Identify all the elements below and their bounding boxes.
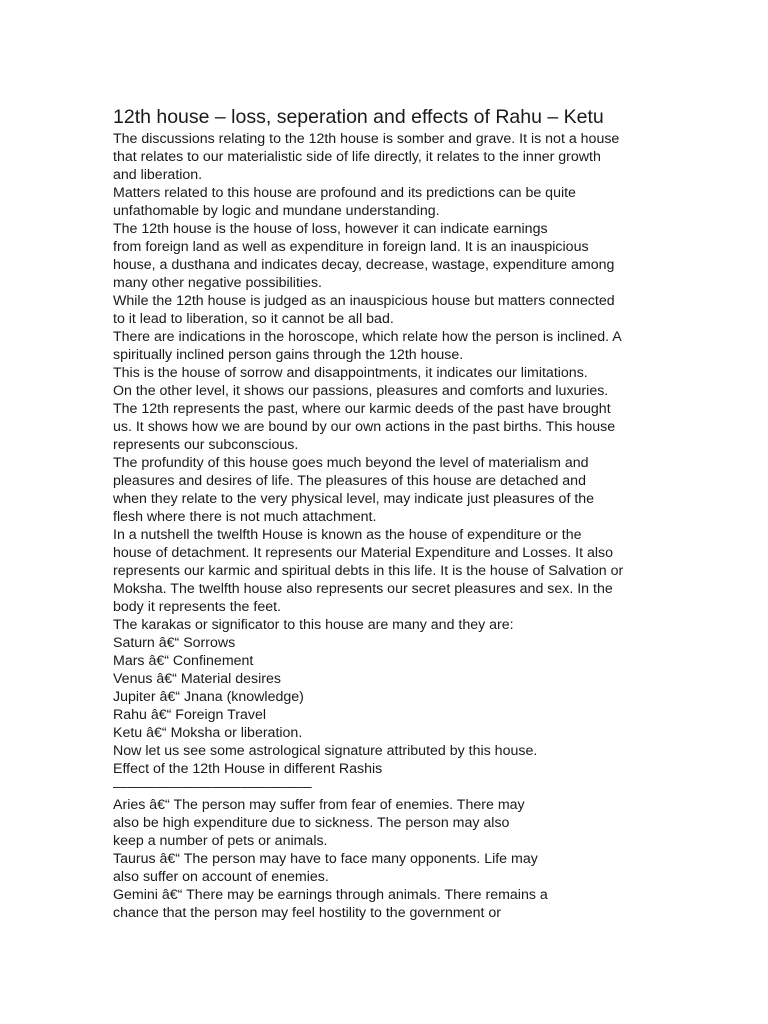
text-line: The karakas or significator to this house are many and they are: — [113, 617, 514, 633]
text-line: Matters related to this house are profound and its predictions can be quite — [113, 185, 576, 201]
text-line: when they relate to the very physical level, may indicate just pleasures of the — [113, 491, 595, 507]
text-line: many other negative possibilities. — [113, 275, 322, 291]
separator-line: —————————————— — [113, 779, 312, 795]
rashi-line: Aries â€“ The person may suffer from fear of enemies. There may — [113, 797, 525, 813]
text-line: unfathomable by logic and mundane understanding. — [113, 203, 440, 219]
text-line: The 12th house is the house of loss, however it can indicate earnings — [113, 221, 548, 237]
text-line: The discussions relating to the 12th house is somber and grave. It is not a house — [113, 131, 620, 147]
text-line: to it lead to liberation, so it cannot be all bad. — [113, 311, 394, 327]
text-line: us. It shows how we are bound by our own actions in the past births. This house — [113, 419, 616, 435]
text-line: body it represents the feet. — [113, 599, 281, 615]
text-line: flesh where there is not much attachment. — [113, 509, 377, 525]
rashi-line: Gemini â€“ There may be earnings through animals. There remains a — [113, 887, 548, 903]
text-line: represents our subconscious. — [113, 437, 299, 453]
rashi-line: Taurus â€“ The person may have to face many opponents. Life may — [113, 851, 538, 867]
text-line: house of detachment. It represents our Material Expenditure and Losses. It also — [113, 545, 613, 561]
text-line: This is the house of sorrow and disappointments, it indicates our limitations. — [113, 365, 588, 381]
text-line: spiritually inclined person gains through the 12th house. — [113, 347, 464, 363]
text-line: Now let us see some astrological signature attributed by this house. — [113, 743, 538, 759]
karaka-item: Venus â€“ Material desires — [113, 671, 281, 687]
document-title: 12th house – loss, seperation and effects of Rahu – Ketu — [113, 106, 604, 128]
rashi-line: also be high expenditure due to sickness. The person may also — [113, 815, 510, 831]
document-page — [113, 104, 673, 922]
text-line: from foreign land as well as expenditure in foreign land. It is an inauspicious — [113, 239, 589, 255]
text-line: Moksha. The twelfth house also represents our secret pleasures and sex. In the — [113, 581, 613, 597]
text-line: house, a dusthana and indicates decay, decrease, wastage, expenditure among — [113, 257, 615, 273]
karaka-item: Rahu â€“ Foreign Travel — [113, 707, 266, 723]
karaka-item: Saturn â€“ Sorrows — [113, 635, 236, 651]
text-line: that relates to our materialistic side of life directly, it relates to the inner growth — [113, 149, 601, 165]
karaka-item: Mars â€“ Confinement — [113, 653, 254, 669]
text-line: and liberation. — [113, 167, 203, 183]
text-line: In a nutshell the twelfth House is known as the house of expenditure or the — [113, 527, 582, 543]
section-heading: Effect of the 12th House in different Rashis — [113, 761, 383, 777]
document-body — [113, 130, 673, 922]
text-line: pleasures and desires of life. The pleasures of this house are detached and — [113, 473, 586, 489]
text-line: There are indications in the horoscope, which relate how the person is inclined. A — [113, 329, 622, 345]
rashi-line: also suffer on account of enemies. — [113, 869, 329, 885]
karaka-item: Ketu â€“ Moksha or liberation. — [113, 725, 303, 741]
rashi-line: chance that the person may feel hostility to the government or — [113, 905, 502, 921]
text-line: represents our karmic and spiritual debts in this life. It is the house of Salvation or — [113, 563, 624, 579]
text-line: The profundity of this house goes much beyond the level of materialism and — [113, 455, 589, 471]
text-line: While the 12th house is judged as an inauspicious house but matters connected — [113, 293, 615, 309]
karaka-item: Jupiter â€“ Jnana (knowledge) — [113, 689, 304, 705]
rashi-line: keep a number of pets or animals. — [113, 833, 328, 849]
text-line: On the other level, it shows our passions, pleasures and comforts and luxuries. — [113, 383, 609, 399]
text-line: The 12th represents the past, where our karmic deeds of the past have brought — [113, 401, 611, 417]
